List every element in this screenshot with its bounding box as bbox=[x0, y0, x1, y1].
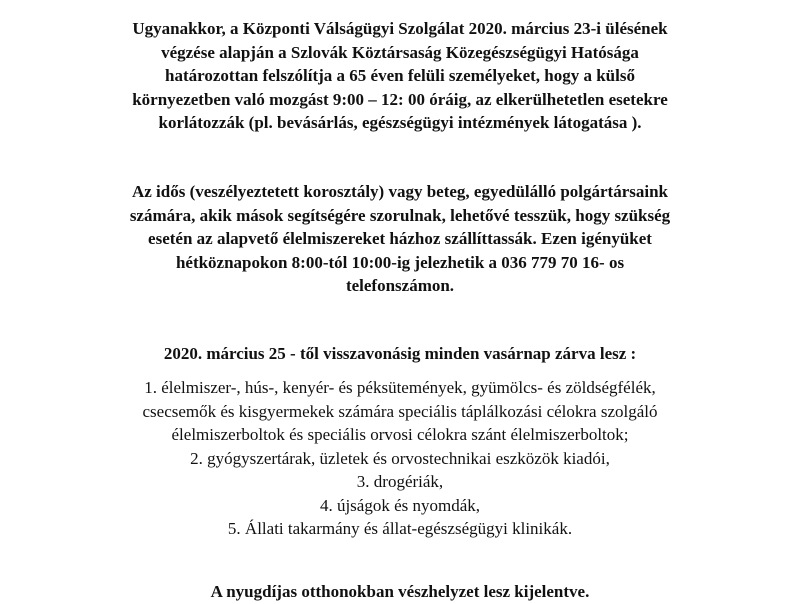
list-item: 1. élelmiszer-, hús-, kenyér- és péksütemények, gyümölcs- és zöldségfélék, bbox=[144, 378, 656, 397]
paragraph-senior-movement-restriction bbox=[60, 17, 740, 135]
text-line: korlátozzák (pl. bevásárlás, egészségügyi intézmények látogatása ). bbox=[158, 113, 642, 132]
text-line: esetén az alapvető élelmiszereket házhoz szállíttassák. Ezen igényüket bbox=[148, 229, 652, 248]
list-item: 3. drogériák, bbox=[356, 472, 444, 491]
text-line: hétköznapokon 8:00-tól 10:00-ig jelezhetik a 036 779 70 16- os bbox=[175, 252, 625, 272]
list-item: élelmiszerboltok és speciális orvosi célokra szánt élelmiszerboltok; bbox=[171, 425, 629, 444]
closure-heading bbox=[60, 342, 740, 366]
text-line: Az idős (veszélyeztetett korosztály) vagy beteg, egyedülálló polgártársaink bbox=[131, 182, 669, 201]
paragraph-home-delivery bbox=[60, 180, 740, 298]
text-line: telefonszámon. bbox=[345, 276, 455, 295]
text-line: határozottan felszólítja a 65 éven felüli személyeket, hogy a külső bbox=[165, 66, 635, 85]
list-item: csecsemők és kisgyermekek számára speciális táplálkozási célokra szolgáló bbox=[142, 401, 658, 421]
list-item: 2. gyógyszertárak, üzletek és orvostechnikai eszközök kiadói, bbox=[190, 448, 610, 468]
list-item: 5. Állati takarmány és állat-egészségügyi klinikák. bbox=[227, 519, 573, 538]
text-line: végzése alapján a Szlovák Köztársaság Közegészségügyi Hatósága bbox=[161, 42, 639, 62]
text-line: A nyugdíjas otthonokban vészhelyzet lesz kijelentve. bbox=[210, 582, 590, 601]
list-item: 4. újságok és nyomdák, bbox=[319, 495, 481, 515]
text-line: számára, akik mások segítségére szorulnak, lehetővé tesszük, hogy szükség bbox=[129, 205, 671, 225]
closure-list bbox=[60, 376, 740, 541]
text-line: 2020. március 25 - től visszavonásig minden vasárnap zárva lesz : bbox=[163, 344, 637, 363]
text-line: Ugyanakkor, a Központi Válságügyi Szolgálat 2020. március 23-i ülésének bbox=[132, 19, 668, 38]
text-line: környezetben való mozgást 9:00 – 12: 00 óráig, az elkerülhetetlen esetekre bbox=[132, 89, 668, 109]
